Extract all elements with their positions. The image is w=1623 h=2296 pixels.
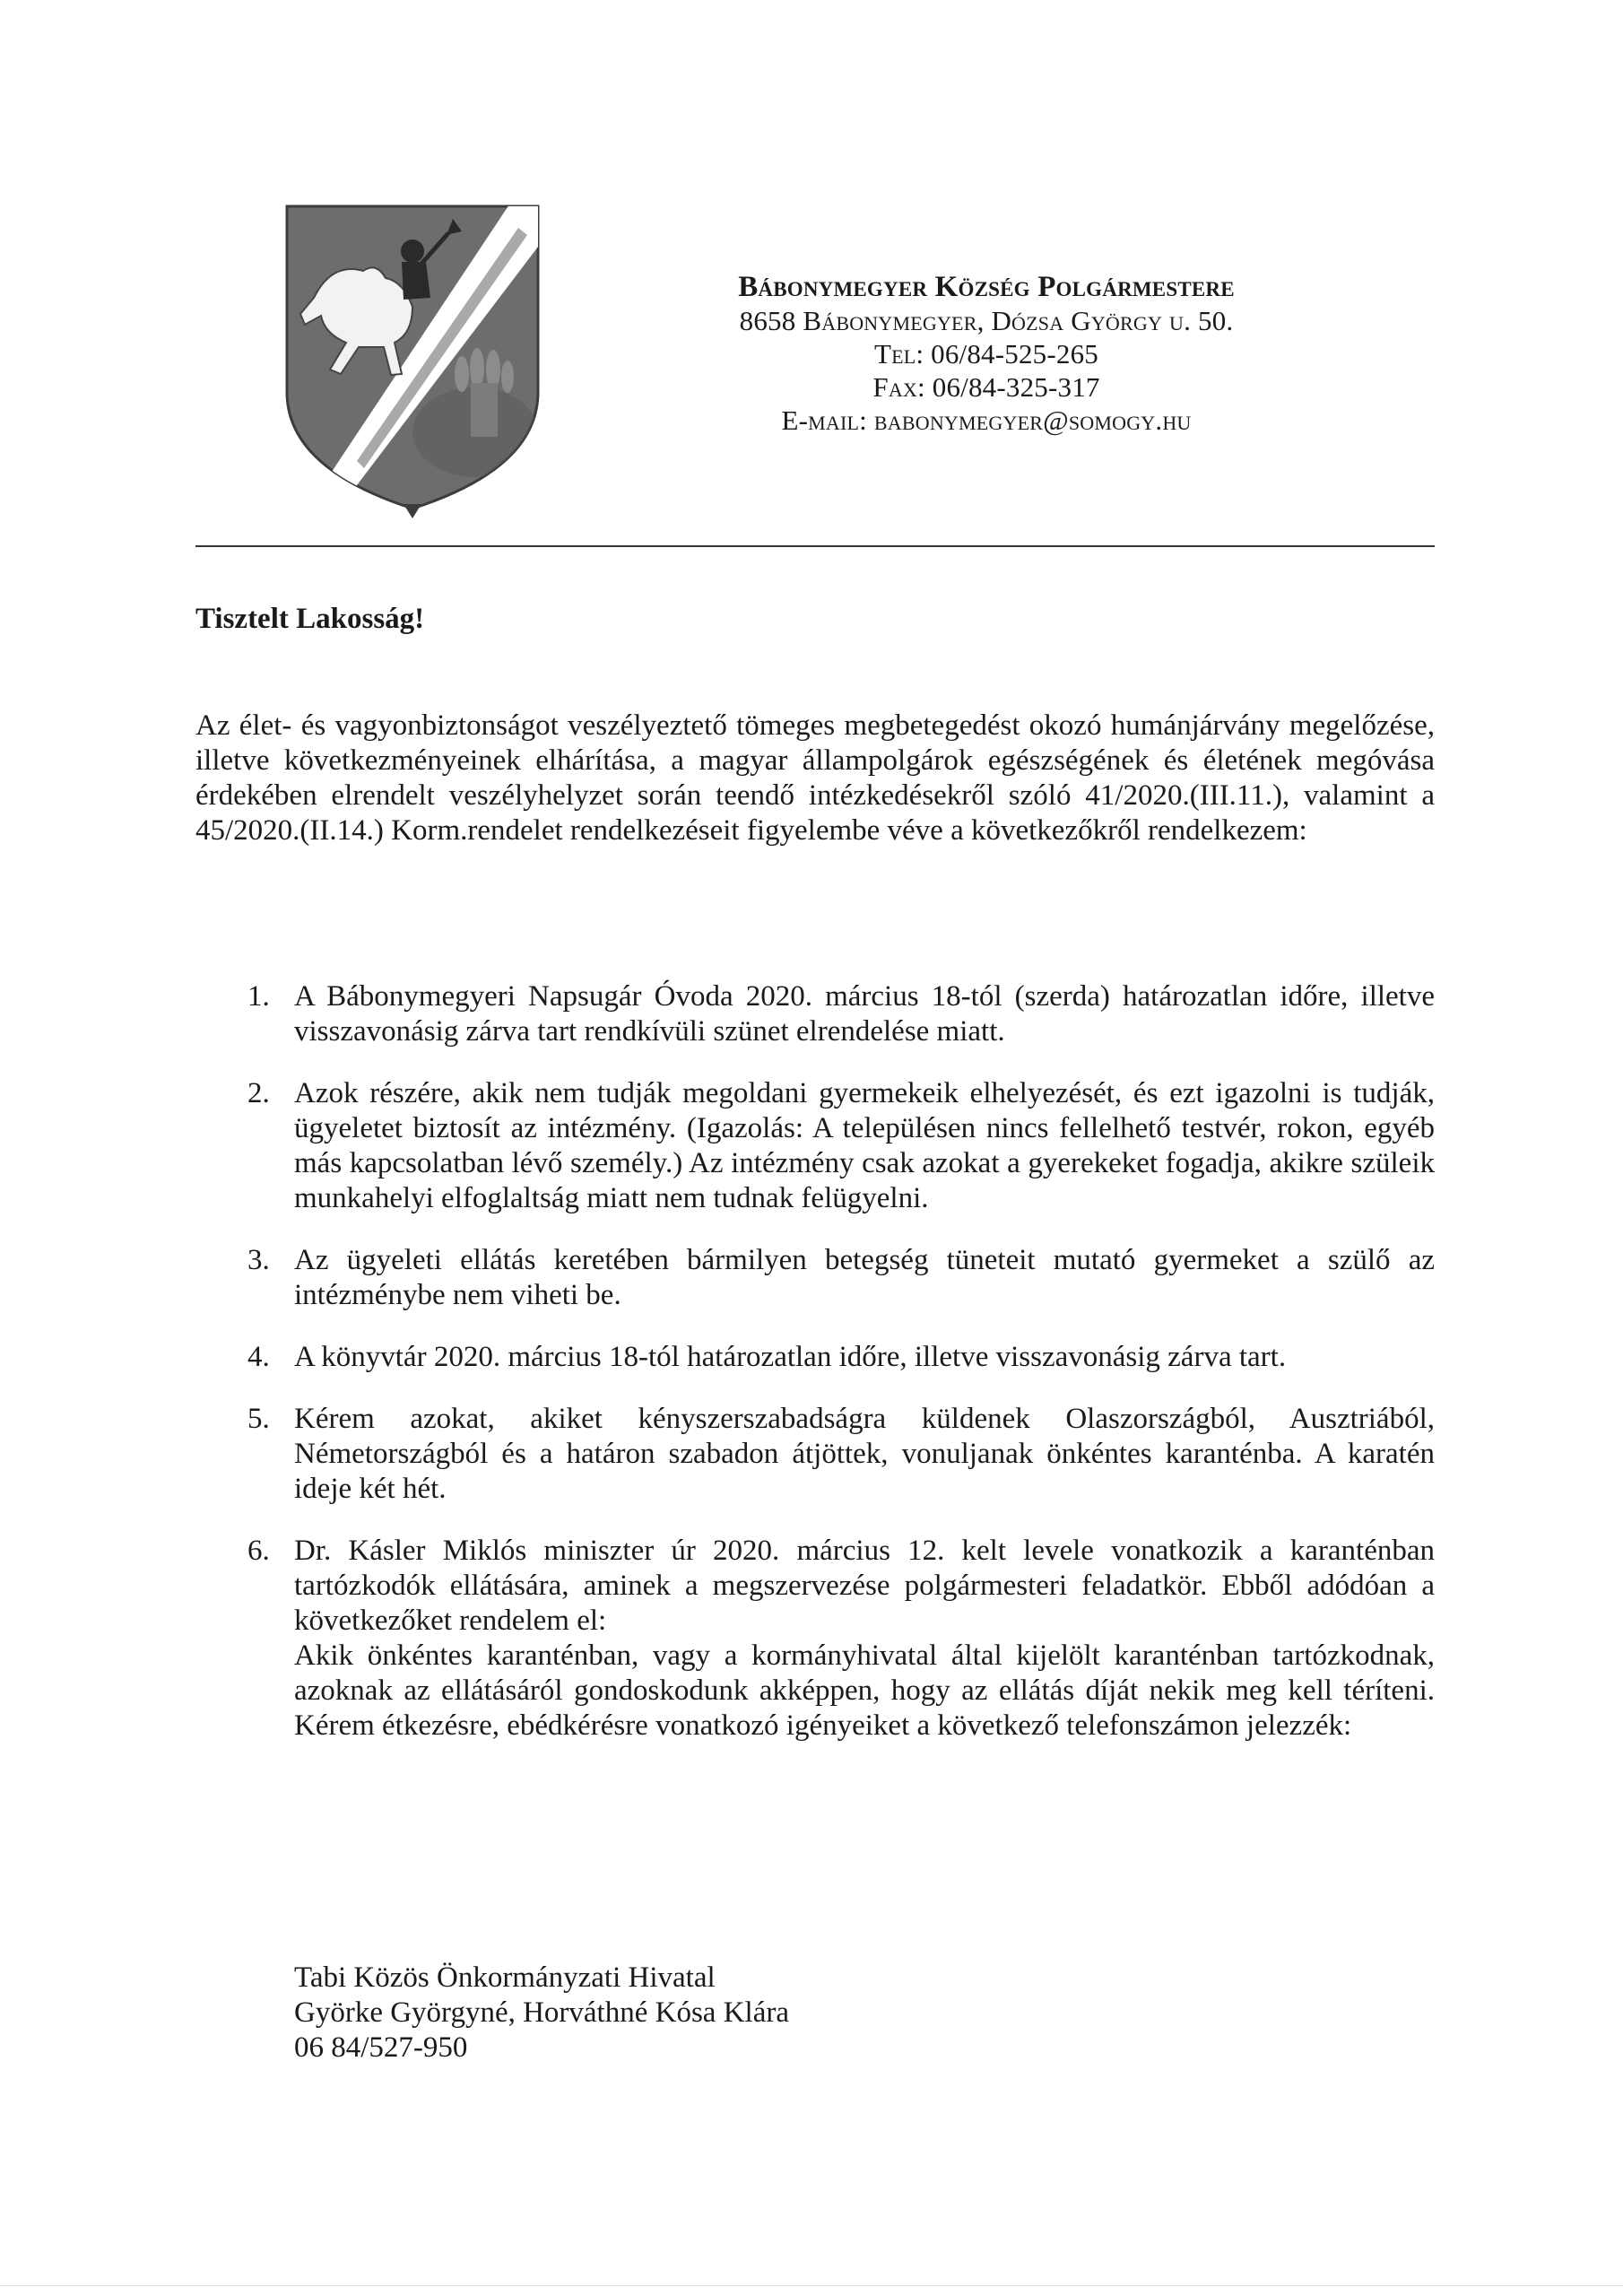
item-text: Kérem azokat, akiket kényszerszabadságra küldenek Olaszországból, Ausztriából, Németországból és a határon szabadon átjöttek, vonuljanak önkéntes karanténba. A karatén ideje két hét. (294, 1403, 1435, 1505)
list-item (195, 979, 1435, 1049)
phone-line: Tel: 06/84-525-265 (873, 338, 1099, 370)
org-name: Bábonymegyer Község Polgármestere (738, 271, 1235, 303)
fax-line: Fax: 06/84-325-317 (872, 371, 1100, 403)
item-number: 1. (247, 980, 270, 1013)
item-number: 5. (247, 1403, 270, 1435)
item-number: 2. (247, 1077, 270, 1109)
intro-paragraph: Az élet- és vagyonbiztonságot veszélyeztető tömeges megbetegedést okozó humánjárvány megelőzése, illetve következményeinek elhárítása, a magyar állampolgárok egészségének és életének megóvása érdekében elrendelt veszélyhelyzet során teendő intézkedésekről szóló 41/2020.(III.11.), valamint a 45/2020.(II.14.) Korm.rendelet rendelkezéseit figyelembe véve a következőkről rendelkezem: (195, 709, 1435, 847)
item-number: 4. (247, 1341, 270, 1373)
item-text: A Bábonymegyeri Napsugár Óvoda 2020. március 18-tól (szerda) határozatlan időre, illetve visszavonásig zárva tart rendkívüli szünet elrendelése miatt. (294, 980, 1435, 1048)
greeting: Tisztelt Lakosság! (195, 603, 425, 635)
page-edge-line (0, 2285, 1623, 2286)
list-item (195, 1534, 1435, 1744)
list-item (195, 1076, 1435, 1216)
item-text: A könyvtár 2020. március 18-tól határozatlan időre, illetve visszavonásig zárva tart. (294, 1341, 1287, 1373)
contact-office: Tabi Közös Önkormányzati Hivatal (294, 1961, 716, 1994)
email-line: E-mail: babonymegyer@somogy.hu (781, 404, 1192, 436)
item-text: Dr. Kásler Miklós miniszter úr 2020. március 12. kelt levele vonatkozik a karanténban tartózkodók ellátására, aminek a megszervezése polgármesteri feladatkör. Ebből adódóan a következőket rendelem el: (294, 1535, 1435, 1637)
decree-list (195, 979, 1435, 1770)
contact-names: Györke Györgyné, Horváthné Kósa Klára (294, 1996, 789, 2029)
list-item (195, 1243, 1435, 1313)
item-text-continued: Akik önkéntes karanténban, vagy a kormányhivatal által kijelölt karanténban tartózkodnak, azoknak az ellátásáról gondoskodunk akképpen, hogy az ellátás díját nekik meg kell téríteni. Kérem étkezésre, ebédkérésre vonatkozó igényeiket a következő telefonszámon jelezzék: (294, 1639, 1435, 1742)
contact-block (294, 1961, 789, 2066)
list-item (195, 1402, 1435, 1507)
header-divider (195, 545, 1435, 547)
list-item (195, 1340, 1435, 1375)
item-text: Azok részére, akik nem tudják megoldani gyermekeik elhelyezését, és ezt igazolni is tudják, ügyeletet biztosít az intézmény. (Igazolás: A településen nincs fellelhető testvér, rokon, egyéb más kapcsolatban lévő személy.) Az intézmény csak azokat a gyerekeket fogadja, akikre szüleik munkahelyi elfoglaltság miatt nem tudnak felügyelni. (294, 1077, 1435, 1214)
item-text: Az ügyeleti ellátás keretében bármilyen betegség tüneteit mutató gyermeket a szülő az intézménybe nem viheti be. (294, 1244, 1435, 1311)
item-number: 6. (247, 1535, 270, 1567)
address-line: 8658 Bábonymegyer, Dózsa György u. 50. (739, 305, 1234, 336)
letterhead (646, 271, 1327, 437)
contact-phone: 06 84/527-950 (294, 2031, 468, 2064)
item-number: 3. (247, 1244, 270, 1276)
coat-of-arms-icon (278, 199, 547, 522)
